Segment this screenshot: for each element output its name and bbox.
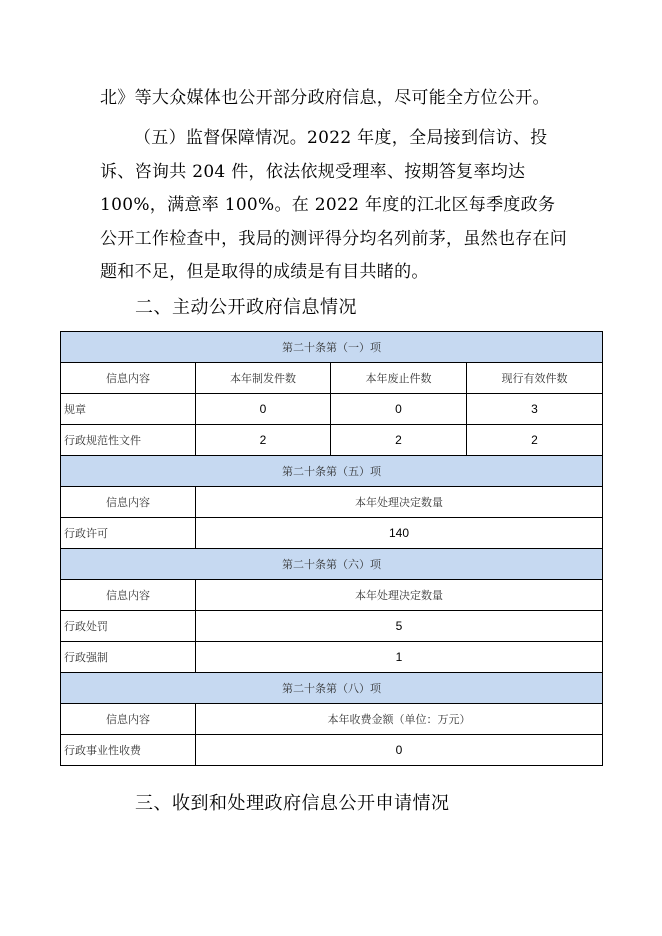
section-title: 第二十条第（五）项: [61, 456, 603, 487]
row-label: 规章: [61, 394, 196, 425]
header-cell: 信息内容: [61, 363, 196, 394]
section-title: 第二十条第（六）项: [61, 549, 603, 580]
table-row: [61, 518, 603, 549]
row-value: 1: [196, 642, 603, 673]
section-3-heading: 三、收到和处理政府信息公开申请情况: [135, 793, 450, 814]
row-value: 3: [467, 394, 603, 425]
row-label: 行政许可: [61, 518, 196, 549]
row-label: 行政事业性收费: [61, 735, 196, 766]
header-row: [61, 704, 603, 735]
row-value: 0: [331, 394, 467, 425]
row-label: 行政处罚: [61, 611, 196, 642]
header-cell: 本年制发件数: [196, 363, 331, 394]
row-value: 140: [196, 518, 603, 549]
row-value: 2: [467, 425, 603, 456]
paragraph-supervision: （五）监督保障情况。2022 年度，全局接到信访、投诉、咨询共 204 件，依法依规受理率、按期答复率均达 100%，满意率 100%。在 2022 年度的江北区每季度政务公开工作检查中，我局的测评得分均名列前茅，虽然也存在问题和不足，但是取得的成绩是有目共睹的。: [100, 128, 568, 282]
header-row: [61, 580, 603, 611]
header-cell: 本年处理决定数量: [196, 487, 603, 518]
disclosure-table: [60, 331, 603, 766]
header-cell: 信息内容: [61, 704, 196, 735]
row-label: 行政规范性文件: [61, 425, 196, 456]
table-row: [61, 425, 603, 456]
section-title: 第二十条第（八）项: [61, 673, 603, 704]
row-value: 2: [196, 425, 331, 456]
table-row: [61, 394, 603, 425]
table-row: [61, 735, 603, 766]
header-cell: 本年处理决定数量: [196, 580, 603, 611]
section-title: 第二十条第（一）项: [61, 332, 603, 363]
section-row: [61, 549, 603, 580]
section-row: [61, 673, 603, 704]
row-value: 2: [331, 425, 467, 456]
header-cell: 信息内容: [61, 487, 196, 518]
row-value: 0: [196, 735, 603, 766]
table-row: [61, 611, 603, 642]
section-row: [61, 456, 603, 487]
table-row: [61, 642, 603, 673]
row-value: 5: [196, 611, 603, 642]
row-label: 行政强制: [61, 642, 196, 673]
header-cell: 本年收费金额（单位：万元）: [196, 704, 603, 735]
paragraph-1: 北》等大众媒体也公开部分政府信息，尽可能全方位公开。: [100, 88, 550, 108]
header-cell: 现行有效件数: [467, 363, 603, 394]
header-cell: 信息内容: [61, 580, 196, 611]
header-row: [61, 487, 603, 518]
section-row: [61, 332, 603, 363]
section-2-heading: 二、主动公开政府信息情况: [135, 297, 357, 318]
row-value: 0: [196, 394, 331, 425]
header-row: [61, 363, 603, 394]
header-cell: 本年废止件数: [331, 363, 467, 394]
